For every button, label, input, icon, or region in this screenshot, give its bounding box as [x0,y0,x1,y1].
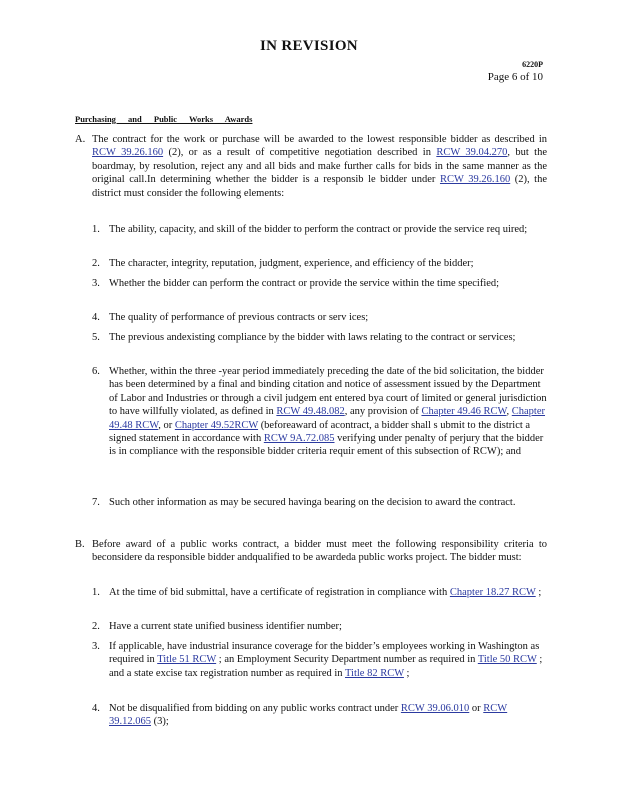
policy-code: 6220P [522,60,543,69]
list-item: 4. The quality of performance of previous contracts or serv ices; [92,312,369,323]
rcw-39-12-065-link[interactable]: RCW 39.12.065 [109,703,508,728]
section-title: Purchasing and Public Works Awards [75,114,253,124]
list-item: 1. At the time of bid submittal, have a certificate of registration in compliance with Chapter 18.27 RCW ; [92,587,542,598]
page-title: IN REVISION [260,38,358,54]
list-item: 3. If applicable, have industrial insurance coverage for the bidder’s employees working in Washington as required in Title 51 RCW ; an Employment Security Department number as required in Title 50 RCW ; and a state excise tax registration number as required in Title 82 RCW ; [92,641,543,679]
page-number: Page 6 of 10 [487,71,543,83]
paragraph-a-text: The contract for the work or purchase will be awarded to the lowest responsible bidder as described in RCW 39.26.160 (2), or as a result of competitive negotiation described in RCW 39.04.270, but the boardmay, by resolution, reject any and all bids and make further calls for bids in the same manner as the original call.In determining whether the bidder is a responsib le bidder under RCW 39.26.160 (2), the district must consider the following elements: [92,134,548,199]
list-item: 2. The character, integrity, reputation, judgment, experience, and efficiency of the bidder; [92,258,474,269]
paragraph-b-label: B. [75,539,85,550]
paragraph-a [75,133,547,200]
list-item: 7. Such other information as may be secured havinga bearing on the decision to award the contract. [92,497,516,508]
list-item: 2. Have a current state unified business identifier number; [92,621,342,632]
chapter-18-27-rcw-link[interactable]: Chapter 18.27 RCW [449,587,536,598]
list-item: 4. Not be disqualified from bidding on any public works contract under RCW 39.06.010 or RCW 39.12.065 (3); [92,703,508,728]
rcw-39-26-160-link-2[interactable]: RCW 39.26.160 [439,174,511,186]
rcw-39-04-270-link[interactable]: RCW 39.04.270 [436,147,508,159]
rcw-49-48-082-link[interactable]: RCW 49.48.082 [276,406,345,418]
chapter-49-48-rcw-link[interactable]: Chapter 49.48 RCW [109,406,546,431]
rcw-39-26-160-link[interactable]: RCW 39.26.160 [92,147,164,159]
paragraph-a-label: A. [75,134,86,145]
chapter-49-52-rcw-link[interactable]: Chapter 49.52RCW [174,419,259,431]
chapter-49-46-rcw-link[interactable]: Chapter 49.46 RCW [421,406,507,418]
list-item: 1. The ability, capacity, and skill of the bidder to perform the contract or provide the service req uired; [92,224,528,235]
title-50-rcw-link[interactable]: Title 50 RCW [477,654,537,666]
paragraph-b [75,538,547,565]
list-item: 3. Whether the bidder can perform the contract or provide the service within the time specified; [92,278,500,289]
paragraph-b-text: Before award of a public works contract, a bidder must meet the following responsibility criteria to beconsidere da responsible bidder andqualified to be awardeda public works project. The bidder must: [92,539,547,564]
list-item: 5. The previous andexisting compliance by the bidder with laws relating to the contract or services; [92,332,516,343]
rcw-9a-72-085-link[interactable]: RCW 9A.72.085 [263,433,335,445]
list-item: 6. Whether, within the three -year period immediately preceding the date of the bid solicitation, the bidder has been determined by a final and binding citation and notice of assessment issued by the Department of Labor and Industries or through a civil judgem ent entered bya court of limited or general jurisdiction to have willfully violated, as defined in RCW 49.48.082, any provision of Chapter 49.46 RCW, Chapter 49.48 RCW, or Chapter 49.52RCW (beforeaward of acontract, a bidder shall s ubmit to the district a signed statement in accordance with RCW 9A.72.085 verifying under penalty of perjury that the bidder is in compliance with the responsible bidder criteria requir ement of this subsection of RCW); and [92,366,547,458]
title-51-rcw-link[interactable]: Title 51 RCW [157,654,217,666]
title-82-rcw-link[interactable]: Title 82 RCW [344,667,404,679]
rcw-39-06-010-link[interactable]: RCW 39.06.010 [400,703,470,714]
